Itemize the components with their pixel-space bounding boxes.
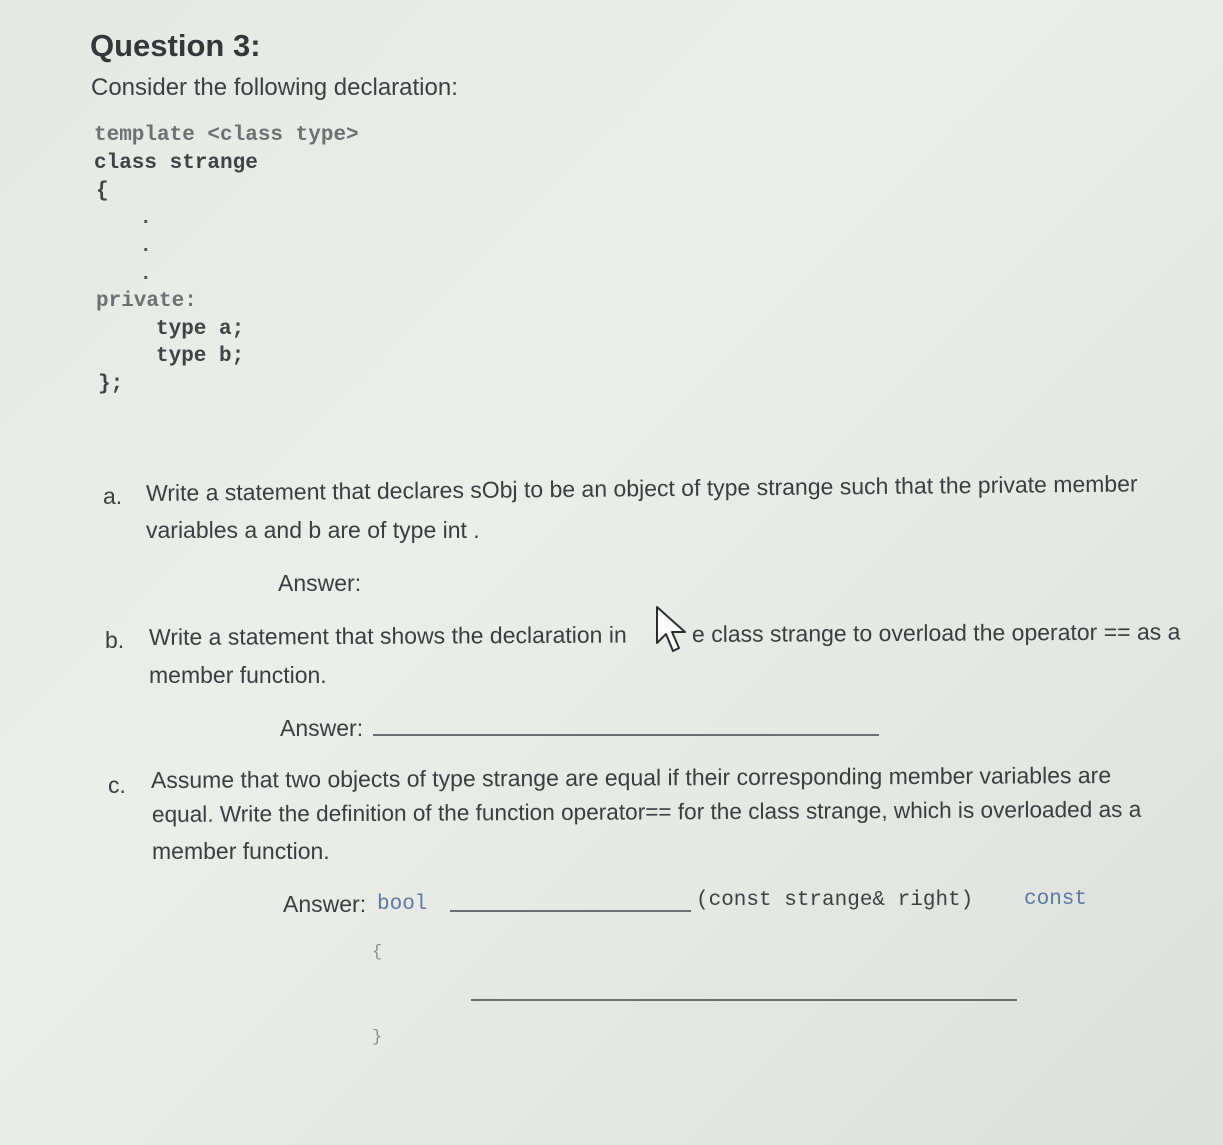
code-private-label: private:: [96, 290, 197, 313]
code-class-line: class strange: [94, 152, 258, 175]
part-c-answer-params: (const strange& right): [696, 889, 974, 912]
code-member-b: type b;: [156, 345, 245, 368]
code-ellipsis-dot: .: [143, 206, 149, 228]
part-a-text: variables a and b are of type int .: [146, 517, 480, 543]
part-b-text: e class strange to overload the operator == as a: [691, 618, 1181, 647]
code-close-brace: };: [98, 373, 124, 396]
part-c-answer-label: Answer:: [283, 891, 367, 917]
part-c-close-brace: }: [372, 1028, 383, 1047]
part-b-answer-blank[interactable]: [373, 734, 879, 736]
part-c-text: equal. Write the definition of the function operator== for the class strange, which is overloaded as a: [151, 796, 1142, 827]
part-b-label: b.: [105, 627, 125, 653]
part-b-text: Write a statement that shows the declaration in: [148, 621, 627, 650]
question-intro: Consider the following declaration:: [91, 74, 458, 101]
part-b-text: member function.: [149, 662, 327, 688]
part-b-answer-label: Answer:: [280, 715, 364, 741]
part-c-answer-const: const: [1024, 888, 1088, 911]
part-c-open-brace: {: [372, 943, 383, 962]
part-a-text: Write a statement that declares sObj to be an object of type strange such that the private member: [145, 470, 1138, 506]
part-a-answer-label: Answer:: [278, 570, 362, 596]
code-ellipsis-dot: .: [143, 234, 149, 256]
part-c-text: member function.: [152, 838, 330, 864]
code-ellipsis-dot: .: [143, 262, 149, 284]
code-open-brace: {: [96, 180, 109, 203]
part-c-body-blank[interactable]: [471, 999, 1017, 1001]
part-a-label: a.: [103, 483, 123, 509]
part-c-text: Assume that two objects of type strange are equal if their corresponding member variables are: [150, 761, 1112, 793]
part-c-label: c.: [108, 772, 126, 798]
mouse-pointer-icon: [655, 605, 689, 655]
question-title: Question 3:: [90, 28, 261, 63]
code-member-a: type a;: [156, 318, 245, 341]
part-c-function-name-blank[interactable]: [450, 910, 691, 912]
part-c-answer-bool: bool: [377, 893, 428, 916]
code-template-line: template <class type>: [94, 124, 359, 147]
